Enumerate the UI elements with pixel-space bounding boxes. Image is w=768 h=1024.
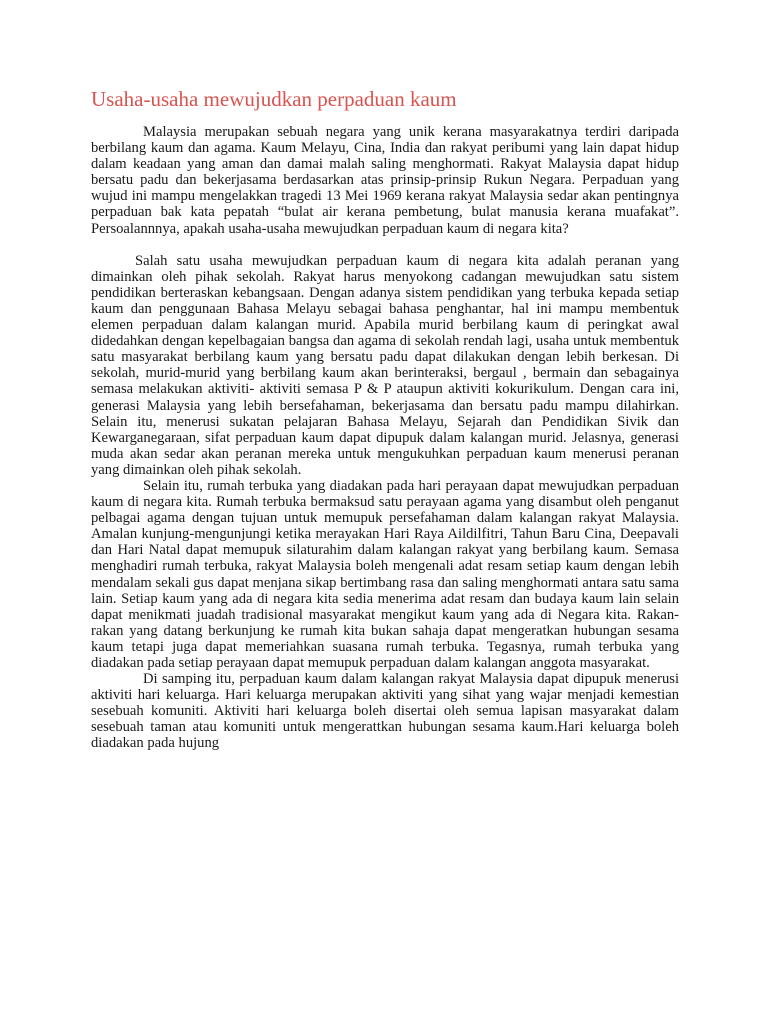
document-title: Usaha-usaha mewujudkan perpaduan kaum (91, 87, 457, 111)
paragraph-introduction: Malaysia merupakan sebuah negara yang unik kerana masyarakatnya terdiri daripada berbilang kaum dan agama. Kaum Melayu, Cina, India dan rakyat peribumi yang lain dapat hidup dalam keadaan yang aman dan damai malah saling menghormati. Rakyat Malaysia dapat hidup bersatu padu dan bekerjasama berdasarkan atas prinsip-prinsip Rukun Negara. Perpaduan yang wujud ini mampu mengelakkan tragedi 13 Mei 1969 kerana rakyat Malaysia sedar akan pentingnya perpaduan bak kata pepatah “bulat air kerana pembetung, bulat manusia kerana muafakat”. Persoalannnya, apakah usaha-usaha mewujudkan perpaduan kaum di negara kita? (91, 124, 679, 237)
paragraph-family-day: Di samping itu, perpaduan kaum dalam kalangan rakyat Malaysia dapat dipupuk menerusi aktiviti hari keluarga. Hari keluarga merupakan aktiviti yang sihat yang wajar menjadi kemestian sesebuah komuniti. Aktiviti hari keluarga boleh disertai oleh semua lapisan masyarakat dalam sesebuah taman atau komuniti untuk mengerattkan hubungan sesama kaum.Hari keluarga boleh diadakan pada hujung (91, 671, 679, 752)
paragraph-school-role: Salah satu usaha mewujudkan perpaduan kaum di negara kita adalah peranan yang dimainkan oleh pihak sekolah. Rakyat harus menyokong cadangan mewujudkan satu sistem pendidikan berteraskan kebangsaan. Dengan adanya sistem pendidikan yang terbuka kepada setiap kaum dan penggunaan Bahasa Melayu sebagai bahasa penghantar, hal ini mampu membentuk elemen perpaduan dalam kalangan murid. Apabila murid berbilang kaum di peringkat awal didedahkan dengan kepelbagaian bangsa dan agama di sekolah rendah lagi, usaha untuk membentuk satu masyarakat berbilang kaum yang bersatu padu dapat dilakukan dengan lebih berkesan. Di sekolah, murid-murid yang berbilang kaum akan berinteraksi, bergaul , bermain dan sebagainya semasa melakukan aktiviti- aktiviti semasa P & P ataupun aktiviti kokurikulum. Dengan cara ini, generasi Malaysia yang lebih bersefahaman, bekerjasama dan bersatu padu mampu dilahirkan. Selain itu, menerusi sukatan pelajaran Bahasa Melayu, Sejarah dan Pendidikan Sivik dan Kewarganegaraan, sifat perpaduan kaum dapat dipupuk dalam kalangan murid. Jelasnya, generasi muda akan sedar akan peranan mereka untuk mengukuhkan perpaduan kaum menerusi peranan yang dimainkan oleh pihak sekolah. (91, 252, 679, 478)
paragraph-open-house: Selain itu, rumah terbuka yang diadakan pada hari perayaan dapat mewujudkan perpaduan kaum di negara kita. Rumah terbuka bermaksud satu perayaan agama yang disambut oleh penganut pelbagai agama dengan tujuan untuk memupuk persefahaman dalam kalangan rakyat Malaysia. Amalan kunjung-mengunjungi ketika merayakan Hari Raya Aildilfitri, Tahun Baru Cina, Deepavali dan Hari Natal dapat memupuk silaturahim dalam kalangan rakyat yang berbilang kaum. Semasa menghadiri rumah terbuka, rakyat Malaysia boleh mengenali adat resam setiap kaum dengan lebih mendalam sekali gus dapat menjana sikap bertimbang rasa dan saling menghormati antara satu sama lain. Setiap kaum yang ada di negara kita sedia menerima adat resam dan budaya kaum lain selain dapat menikmati juadah tradisional masyarakat mengikut kaum yang ada di Negara kita. Rakan-rakan yang datang berkunjung ke rumah kita bukan sahaja dapat mengeratkan hubungan sesama kaum tetapi juga dapat memeriahkan suasana rumah terbuka. Tegasnya, rumah terbuka yang diadakan pada setiap perayaan dapat memupuk perpaduan dalam kalangan anggota masyarakat. (91, 477, 679, 671)
